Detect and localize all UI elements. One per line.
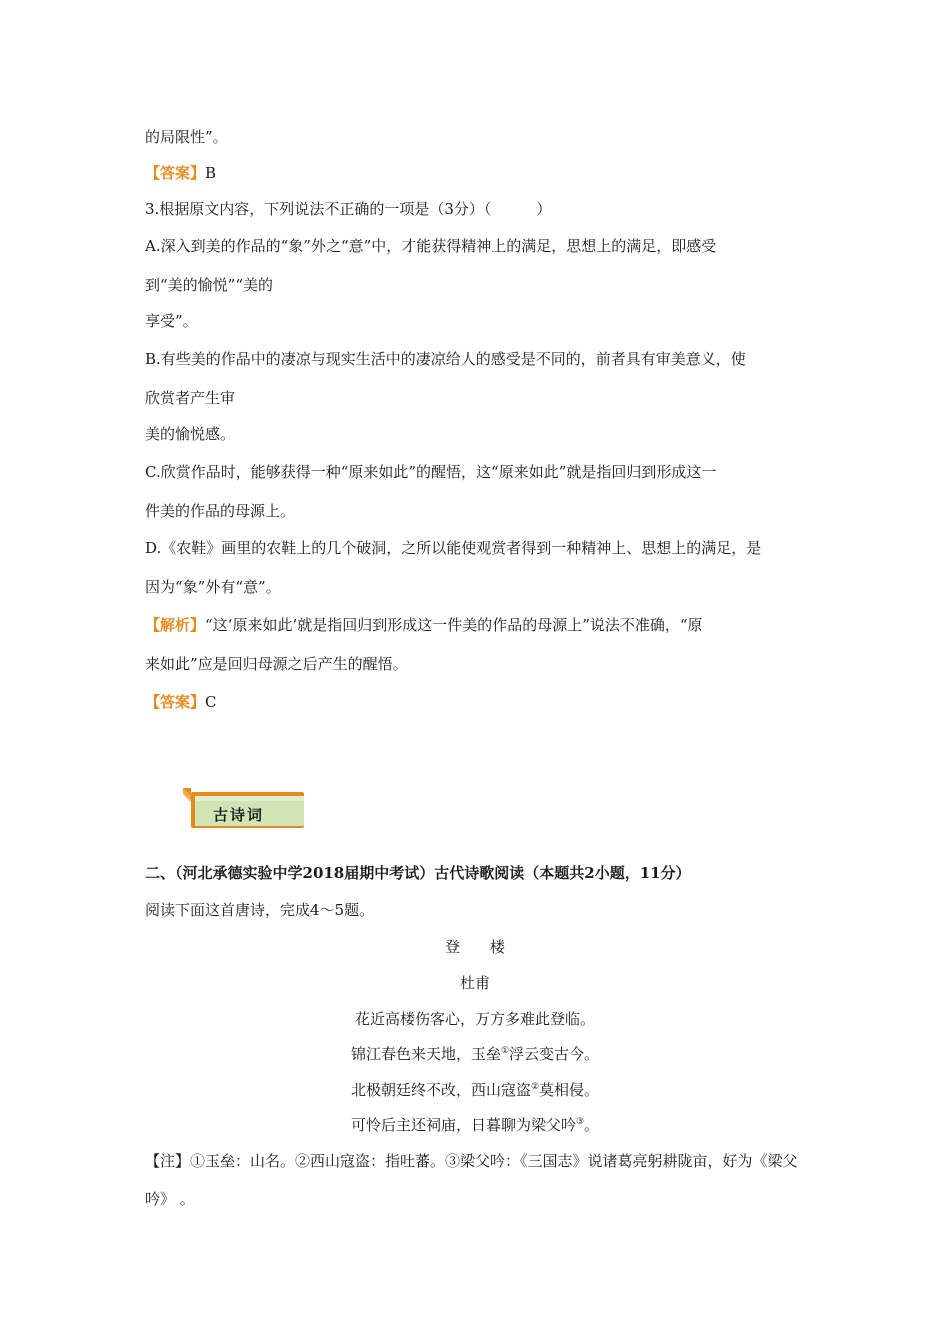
- analysis-text: “这‘原来如此’就是指回归到形成这一件美的作品的母源上”说法不准确，“原: [205, 616, 703, 634]
- poem-author: 杜甫: [459, 974, 490, 992]
- analysis-tag: 【解析】: [145, 616, 206, 634]
- banner-label: 古诗词: [213, 806, 265, 824]
- option-a-line-2: 到“美的愉悦”“美的: [145, 276, 274, 294]
- option-b-line-3: 美的愉悦感。: [145, 425, 236, 443]
- answer-tag: 【答案】: [145, 164, 206, 182]
- answer-value: B: [205, 164, 217, 182]
- option-b-line-1: B.有些美的作品中的凄凉与现实生活中的凄凉给人的感受是不同的，前者具有审美意义，使: [145, 350, 746, 368]
- footnote-mark-3: ③: [575, 1117, 585, 1127]
- note-line-2: 吟》 。: [145, 1190, 195, 1208]
- poem-line-2-text-a: 锦江春色来天地，玉垒: [350, 1045, 501, 1063]
- option-c-line-1: C.欣赏作品时，能够获得一种“原来如此”的醒悟，这“原来如此”就是指回归到形成这一: [145, 463, 717, 481]
- option-a-line-1: A.深入到美的作品的“象”外之“意”中，才能获得精神上的满足，思想上的满足，即感受: [145, 237, 717, 255]
- note-line-1: 【注】①玉垒：山名。②西山寇盗：指吐蕃。③梁父吟：《三国志》说诸葛亮躬耕陇亩，好为《梁父: [145, 1152, 798, 1170]
- footnote-mark-1: ①: [500, 1046, 510, 1056]
- section-2-instruction: 阅读下面这首唐诗，完成4～5题。: [145, 901, 375, 919]
- poem-line-3-text-a: 北极朝廷终不改，西山寇盗: [350, 1081, 531, 1099]
- option-d-line-2: 因为“象”外有“意”。: [145, 578, 281, 596]
- answer-line-1: [145, 163, 216, 183]
- poem-line-4-text-a: 可怜后主还祠庙，日暮聊为梁父吟: [350, 1116, 576, 1134]
- question-3-stem: 3.根据原文内容，下列说法不正确的一项是（3分）（ ）: [145, 200, 552, 218]
- poem-line-3-text-b: 莫相侵。: [539, 1081, 600, 1099]
- analysis-line-2: 来如此”应是回归母源之后产生的醒悟。: [145, 655, 408, 673]
- answer-value: C: [205, 693, 217, 711]
- q2-tail: 的局限性”。: [145, 128, 228, 146]
- section-banner: [183, 788, 307, 832]
- section-2-heading: 二、（河北承德实验中学2018届期中考试）古代诗歌阅读（本题共2小题，11分）: [145, 864, 691, 882]
- answer-tag: 【答案】: [145, 693, 206, 711]
- poem-line-2-text-b: 浮云变古今。: [509, 1045, 600, 1063]
- poem-line-2: [0, 1044, 950, 1064]
- option-b-line-2: 欣赏者产生审: [145, 389, 236, 407]
- option-d-line-1: D.《农鞋》画里的农鞋上的几个破洞，之所以能使观赏者得到一种精神上、思想上的满足，是: [145, 539, 762, 557]
- poem-title: 登 楼: [444, 938, 505, 956]
- poem-line-4: [0, 1115, 950, 1135]
- answer-line-2: [145, 692, 217, 712]
- poem-line-3: [0, 1080, 950, 1100]
- footnote-mark-2: ②: [530, 1082, 540, 1092]
- option-c-line-2: 件美的作品的母源上。: [145, 502, 296, 520]
- poem-line-4-text-b: 。: [584, 1116, 600, 1134]
- analysis-line-1: [145, 615, 703, 635]
- option-a-line-3: 享受”。: [145, 312, 198, 330]
- poem-line-1: 花近高楼伤客心，万方多难此登临。: [354, 1010, 595, 1028]
